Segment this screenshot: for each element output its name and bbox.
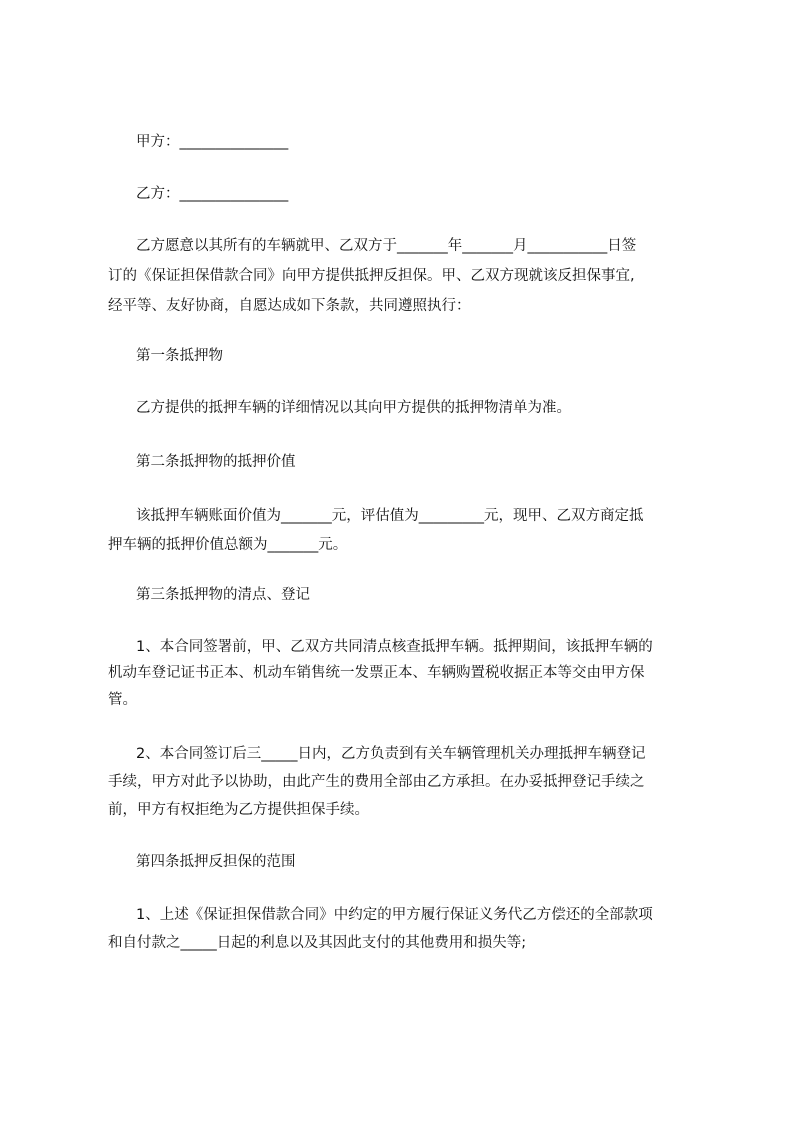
- article-3-item-2-line-1: 2、本合同签订后三_____日内，乙方负责到有关车辆管理机关办理抵押车辆登记: [136, 746, 646, 762]
- party-b-label: 乙方：: [136, 186, 180, 202]
- article-2-line-1: 该抵押车辆账面价值为_______元，评估值为_________元，现甲、乙双方商定抵: [136, 508, 644, 524]
- article-1-body: 乙方提供的抵押车辆的详细情况以其向甲方提供的抵押物清单为准。: [136, 400, 571, 416]
- article-3-item-1-line-1: 1、本合同签署前，甲、乙双方共同清点核查抵押车辆。抵押期间，该抵押车辆的: [136, 639, 653, 655]
- article-3-title: 第三条抵押物的清点、登记: [136, 587, 310, 603]
- party-a-line: [136, 132, 288, 152]
- article-3-item-1-line-3: 管。: [108, 692, 137, 708]
- party-a-label: 甲方：: [136, 134, 180, 150]
- intro-line-2: 订的《保证担保借款合同》向甲方提供抵押反担保。甲、乙双方现就该反担保事宜,: [108, 268, 635, 284]
- party-a-blank: _______________: [179, 134, 289, 150]
- article-2-line-2: 押车辆的抵押价值总额为_______元。: [108, 537, 348, 553]
- article-1-title: 第一条抵押物: [136, 348, 223, 364]
- article-4-item-1-line-2: 和自付款之_____日起的利息以及其因此支付的其他费用和损失等;: [108, 935, 527, 951]
- article-4-item-1-line-1: 1、上述《保证担保借款合同》中约定的甲方履行保证义务代乙方偿还的全部款项: [136, 907, 653, 923]
- article-2-title: 第二条抵押物的抵押价值: [136, 454, 296, 470]
- party-b-blank: _______________: [179, 186, 289, 202]
- article-3-item-1-line-2: 机动车登记证书正本、机动车销售统一发票正本、车辆购置税收据正本等交由甲方保: [108, 665, 645, 681]
- article-3-item-2-line-3: 前，甲方有权拒绝为乙方提供担保手续。: [108, 802, 369, 818]
- party-b-line: [136, 184, 288, 204]
- intro-line-3: 经平等、友好协商，自愿达成如下条款，共同遵照执行：: [108, 298, 471, 314]
- intro-line-1: 乙方愿意以其所有的车辆就甲、乙双方于_______年_______月___________日签: [136, 238, 637, 254]
- article-4-title: 第四条抵押反担保的范围: [136, 854, 296, 870]
- article-3-item-2-line-2: 手续，甲方对此予以协助，由此产生的费用全部由乙方承担。在办妥抵押登记手续之: [108, 774, 645, 790]
